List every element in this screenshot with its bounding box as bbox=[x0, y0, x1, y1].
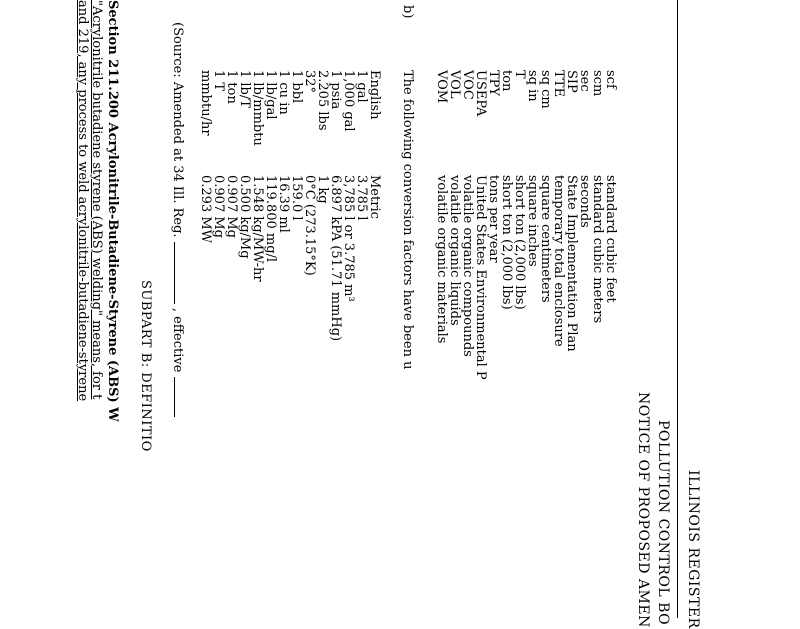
conversion-metric: 0.907 Mg bbox=[211, 175, 226, 238]
register-title: ILLINOIS REGISTER bbox=[685, 470, 701, 629]
blank-line bbox=[174, 242, 185, 304]
abbr-term: scf bbox=[603, 70, 618, 89]
conversion-metric: 16.39 ml bbox=[276, 175, 291, 233]
abbr-term: VOL bbox=[447, 70, 462, 99]
abbr-term: sec bbox=[577, 70, 592, 92]
abbr-term: T bbox=[512, 70, 527, 79]
conversion-metric: 3,785 l or 3.785 m³ bbox=[341, 175, 356, 302]
conversion-english: 1 gal bbox=[354, 70, 369, 103]
abbr-meaning: State Implementation Plan bbox=[564, 175, 579, 352]
conversion-english: 1 ton bbox=[224, 70, 239, 104]
conversion-intro: The following conversion factors have been u bbox=[400, 70, 415, 370]
conversion-english: 1,000 gal bbox=[341, 70, 356, 132]
abbr-term: ton bbox=[499, 70, 514, 92]
abbr-meaning: tons per year bbox=[486, 175, 501, 263]
conversion-metric: 0.500 kg/Mg bbox=[237, 175, 252, 259]
abbr-term: SIP bbox=[564, 70, 579, 93]
header-rule bbox=[677, 0, 678, 618]
column-header-english: English bbox=[367, 70, 382, 120]
conversion-metric: 1 kg bbox=[315, 175, 330, 204]
conversion-english: 1 lb/T bbox=[237, 70, 252, 108]
abbr-meaning: square centimeters bbox=[538, 175, 553, 303]
abbr-term: VOC bbox=[460, 70, 475, 100]
abbr-meaning: short ton (2,000 lbs) bbox=[499, 175, 514, 310]
abbr-meaning: standard cubic meters bbox=[590, 175, 605, 324]
conversion-metric: 3.785 l bbox=[354, 175, 369, 221]
conversion-metric: 159.0 l bbox=[289, 175, 304, 221]
abbr-term: VOM bbox=[434, 70, 449, 104]
abbr-meaning: standard cubic feet bbox=[603, 175, 618, 303]
board-title: POLLUTION CONTROL BO bbox=[655, 420, 671, 626]
abbr-term: sq cm bbox=[538, 70, 553, 109]
abbr-meaning: volatile organic materials bbox=[434, 175, 449, 344]
abbr-meaning: seconds bbox=[577, 175, 592, 228]
abbr-meaning: temporary total enclosure bbox=[551, 175, 566, 347]
conversion-english: 1 lb/gal bbox=[263, 70, 278, 120]
abbr-term: USEPA bbox=[473, 70, 488, 117]
abbr-meaning: volatile organic compounds bbox=[460, 175, 475, 357]
source-note-suffix: , effective bbox=[170, 307, 185, 373]
abbr-meaning: short ton (2,000 lbs) bbox=[512, 175, 527, 310]
column-header-metric: Metric bbox=[367, 175, 382, 219]
abbr-term: TTE bbox=[551, 70, 566, 98]
source-note bbox=[170, 22, 185, 417]
subpart-heading: SUBPART B: DEFINITIO bbox=[138, 280, 153, 452]
conversion-english: mmbtu/hr bbox=[198, 70, 213, 136]
conversion-english: 1 lb/mmbtu bbox=[250, 70, 265, 146]
conversion-english: 2.205 lbs bbox=[315, 70, 330, 131]
abbr-meaning: United States Environmental P bbox=[473, 175, 488, 380]
conversion-metric: 1.548 kg/MW-hr bbox=[250, 175, 265, 282]
section-heading: Section 211.200 Acrylonitrile-Butadiene-Styrene (ABS) W bbox=[105, 0, 120, 422]
abbr-meaning: volatile organic liquids bbox=[447, 175, 462, 326]
notice-title: NOTICE OF PROPOSED AMEN bbox=[635, 392, 651, 628]
abbreviations-list bbox=[398, 0, 618, 618]
conversion-metric: 0°C (273.15°K) bbox=[302, 175, 317, 276]
conversion-english: 32° bbox=[302, 70, 317, 94]
conversion-metric: 0.293 MW bbox=[198, 175, 213, 244]
conversion-metric: 119.800 mg/l bbox=[263, 175, 278, 263]
abbr-term: scm bbox=[590, 70, 605, 97]
conversion-english: 1 bbl bbox=[289, 70, 304, 104]
abbr-term: sq in bbox=[525, 70, 540, 102]
conversion-english: 1 T bbox=[211, 70, 226, 92]
blank-line bbox=[174, 377, 185, 417]
abbr-term: TPY bbox=[486, 70, 501, 96]
subsection-label: b) bbox=[400, 5, 415, 19]
definition-line-1: "Acrylonitrile butadiene styrene (ABS) welding" means, for t bbox=[89, 0, 104, 400]
source-note-prefix: (Source: Amended at 34 Ill. Reg. bbox=[170, 22, 185, 238]
conversion-table bbox=[182, 0, 382, 618]
definition-line-2: and 219, any process to weld acrylonitrile-butadiene-styrene bbox=[75, 0, 90, 402]
conversion-metric: 6.897 kPA (51.71 mmHg) bbox=[328, 175, 343, 342]
abbr-meaning: square inches bbox=[525, 175, 540, 267]
conversion-english: 1 psia bbox=[328, 70, 343, 110]
conversion-english: 1 cu in bbox=[276, 70, 291, 115]
conversion-metric: 0.907 Mg bbox=[224, 175, 239, 238]
